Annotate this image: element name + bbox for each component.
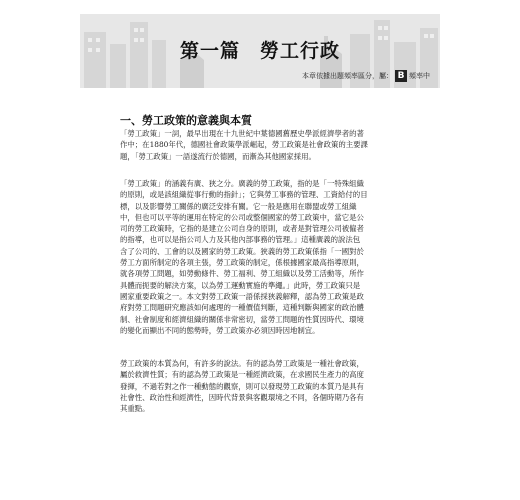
- paragraph-1: 「勞工政策」一詞，最早出現在十九世紀中葉德國舊歷史學派經濟學者的著 作中；在1880年代，德國社會政策學派崛起，勞工政策是社會政策的主要課 題，「勞工政策」一語遂流行於德國，而漸為其他國家採用。: [120, 129, 368, 161]
- chapter-banner: [80, 14, 440, 88]
- paragraph-2: 「勞工政策」的涵義有廣、狹之分。廣義的勞工政策，指的是「一特殊組織 的原則，或是該組織從事行動的指針」；它與勞工事務的管理、工資給付的目 標，以及影響勞工關係的廣泛安排有關。它一般是應用在聯盟或勞工組織 中，但也可以平等的運用在特定的公司或整個國家的勞工政策中，當它是公 司的勞工政策時，它指的是建立公司自身的原則，或者是對管理公司被僱者 的指導，也可以是指公司人力及其他內部事務的管理。」這種廣義的說法包 含了公司的、工會的以及國家的勞工政策。狹義的勞工政策係指「一國對於 勞工方面所制定的各項主張，勞工政策的制定，係根據國家最高指導原則， 就各項勞工問題，如勞動條件、勞工福利、勞工組織以及勞工活動等，所作 具體而扼要的解決方案，以為勞工運動實施的準繩。」此時，勞工政策只是 國家重要政策之一。本文對勞工政策一語係採狹義解釋，認為勞工政策是政 府對勞工問題研究應該如何處理的一種價值判斷，這種判斷與國家的政治體 制、社會制度和經濟組織的關係非常密切，當勞工問題的性質因時代、環境 的變化而顯出不同的態勢時，勞工政策亦必須因時因地制宜。: [120, 179, 368, 335]
- frequency-label: 本章依據出題頻率區分，屬：: [302, 72, 393, 80]
- paragraph-3: 勞工政策的本質為何，有許多的說法。有的認為勞工政策是一種社會政策， 屬於救濟性質；有的認為勞工政策是一種經濟政策，在求國民生產力的高度 發揮，不過若對之作一種動態的觀察，則可以發現勞工政策的本質乃是具有 社會性、政治性和經濟性，因時代背景與客觀環境之不同，各個時期乃各有 其重點。: [120, 359, 364, 414]
- section-heading: 一、勞工政策的意義與本質: [120, 114, 252, 127]
- frequency-suffix: 頻率中: [409, 72, 430, 80]
- chapter-title: 第一篇 勞工行政: [179, 40, 340, 62]
- frequency-indicator: [302, 70, 430, 82]
- frequency-grade-badge: B: [395, 70, 407, 82]
